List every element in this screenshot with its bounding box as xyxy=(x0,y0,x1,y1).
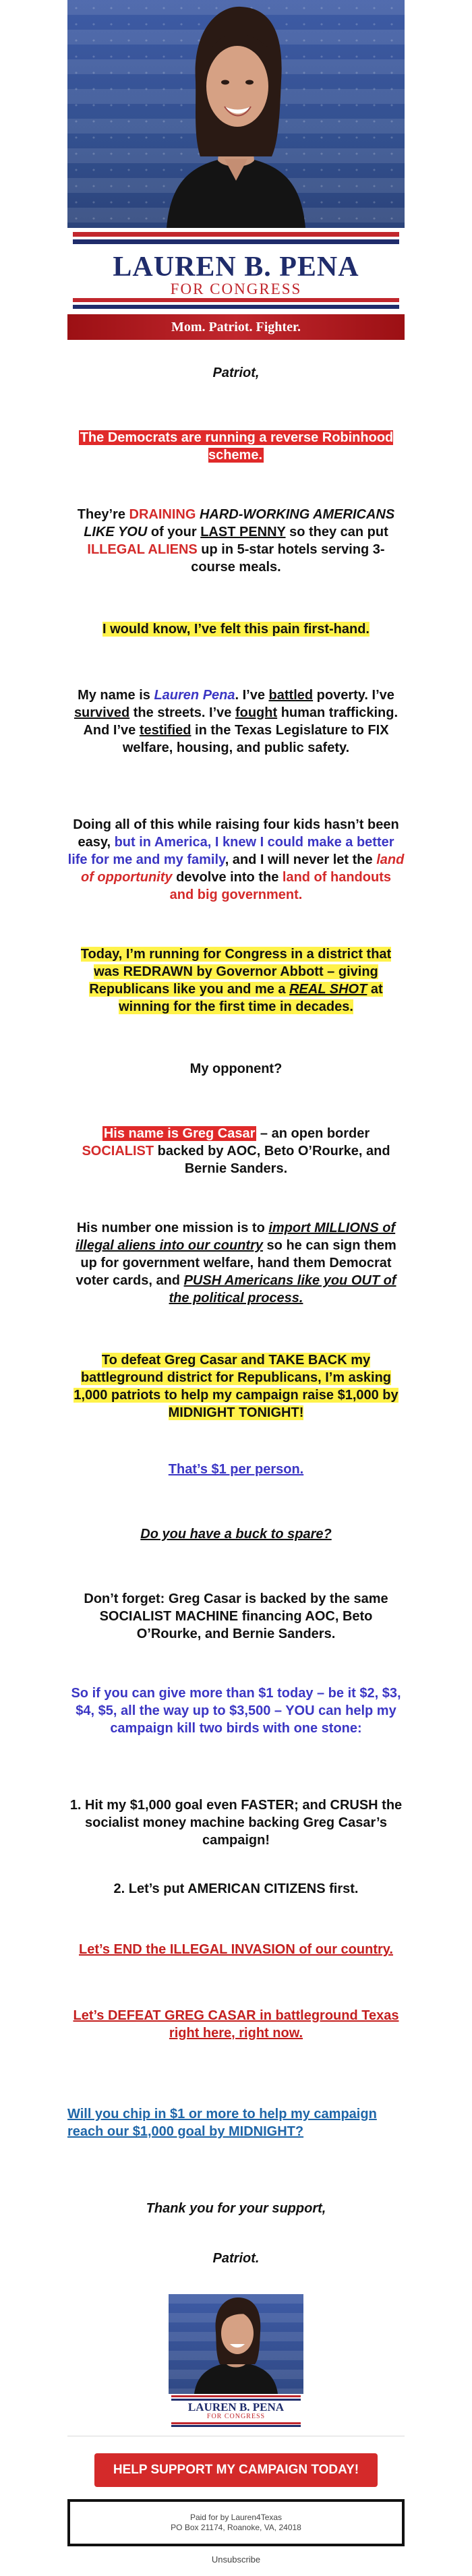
paid-for-line: Paid for by Lauren4Texas xyxy=(189,2513,283,2522)
link-end-invasion[interactable] xyxy=(67,1941,405,1958)
link-defeat-casar[interactable] xyxy=(67,2007,405,2042)
campaign-logo xyxy=(169,2294,303,2428)
text-fragment: 2. Let’s put AMERICAN CITIZENS first. xyxy=(113,1881,359,1896)
paragraph-sign-off xyxy=(67,2250,405,2267)
text-fragment: To defeat Greg Casar and TAKE BACK my battleground district for Republicans, I’m asking 1,000 patriots to help my campaign raise $1,000 by MIDNIGHT TONIGHT! xyxy=(73,1353,399,1420)
paragraph-give-more xyxy=(67,1685,405,1737)
text-fragment: REAL SHOT xyxy=(289,982,367,997)
text-fragment: My name is xyxy=(78,688,154,703)
paragraph-redrawn xyxy=(67,945,405,1016)
name-plate xyxy=(67,228,405,314)
text-fragment: . I’ve xyxy=(235,688,269,703)
text-fragment: import MILLIONS of illegal aliens into our country xyxy=(76,1221,396,1253)
logo-subtitle: FOR CONGRESS xyxy=(206,2413,266,2420)
email-container xyxy=(67,0,405,2565)
text-fragment: Do you have a buck to spare? xyxy=(140,1527,332,1542)
stripe-navy xyxy=(73,239,399,244)
text-fragment: so they can put xyxy=(285,525,388,539)
text-fragment[interactable]: That’s $1 per person. xyxy=(168,1462,304,1477)
logo-name: LAUREN B. PENA xyxy=(187,2401,285,2413)
paragraph-my-name xyxy=(67,686,405,757)
link-one-dollar[interactable] xyxy=(67,1461,405,1478)
text-fragment: at winning for the first time in decades. xyxy=(119,982,383,1014)
greeting xyxy=(67,364,405,382)
logo-name-plate xyxy=(169,2394,303,2428)
text-fragment: DRAINING xyxy=(129,507,196,522)
text-fragment: Today, I’m running for Congress in a district that was REDRAWN by Governor Abbott – giving Republicans like you and me a xyxy=(80,947,392,997)
text-fragment: – an open border xyxy=(256,1126,370,1141)
text-fragment: His name is Greg Casar xyxy=(103,1126,256,1141)
text-fragment: Lauren Pena xyxy=(154,688,235,703)
hero-photo xyxy=(67,0,405,228)
text-fragment: of your xyxy=(147,525,201,539)
text-fragment: Thank you for your support, xyxy=(146,2201,326,2216)
text-fragment: backed by AOC, Beto O’Rourke, and Bernie Sanders. xyxy=(154,1144,390,1176)
text-fragment: but in America, I knew I could make a better life for me and my family xyxy=(67,835,394,867)
paragraph-greg-casar xyxy=(67,1125,405,1177)
paragraph-opponent xyxy=(67,1060,405,1078)
paragraph-four-kids xyxy=(67,816,405,904)
link-chip-in[interactable] xyxy=(67,2105,405,2140)
stripe-red xyxy=(73,232,399,237)
text-fragment: So if you can give more than $1 today – be it $2, $3, $4, $5, all the way up to $3,500 – YOU can help my campaign kill two birds with one stone: xyxy=(71,1686,401,1736)
text-fragment: My opponent? xyxy=(189,1061,283,1076)
text-fragment: Don’t forget: Greg Casar is backed by the same SOCIALIST MACHINE financing AOC, Beto O’Rourke, and Bernie Sanders. xyxy=(84,1591,388,1641)
text-fragment[interactable]: Let’s END the ILLEGAL INVASION of our country. xyxy=(79,1942,393,1957)
text-fragment: They’re xyxy=(77,507,129,522)
text-fragment: I would know, I’ve felt this pain first-hand. xyxy=(102,622,370,637)
text-fragment: land of opportunity xyxy=(81,852,405,885)
text-fragment: 1. Hit my $1,000 goal even FASTER; and CRUSH the socialist money machine backing Greg Casar’s campaign! xyxy=(69,1798,403,1848)
text-fragment: poverty. I’ve xyxy=(313,688,394,703)
text-fragment xyxy=(81,947,391,1014)
paragraph-robinhood xyxy=(67,429,405,464)
text-fragment: land of handouts and big government. xyxy=(169,870,391,902)
paragraph-socialist-machine xyxy=(67,1590,405,1643)
text-fragment: The Democrats are running a reverse Robinhood scheme. xyxy=(80,430,394,463)
support-campaign-button[interactable]: HELP SUPPORT MY CAMPAIGN TODAY! xyxy=(94,2453,378,2487)
text-fragment: devolve into the xyxy=(172,870,283,885)
text-fragment: LAST PENNY xyxy=(200,525,286,539)
text-fragment: survived xyxy=(73,705,130,720)
paid-for-disclaimer xyxy=(67,2499,405,2546)
text-fragment: so he can sign them up for government welfare, hand them Democrat voter cards, and xyxy=(76,1238,396,1288)
paragraph-buck xyxy=(67,1525,405,1543)
paragraph-thank-you xyxy=(67,2200,405,2217)
paragraph-defeat-ask xyxy=(67,1351,405,1422)
text-fragment: His number one mission is to xyxy=(76,1221,269,1235)
stripe-navy xyxy=(73,305,399,309)
text-fragment[interactable]: Will you chip in $1 or more to help my campaign reach our $1,000 goal by MIDNIGHT? xyxy=(67,2107,377,2139)
text-fragment: PUSH Americans like you OUT of the political process. xyxy=(169,1273,396,1306)
text-fragment: SOCIALIST xyxy=(82,1144,154,1159)
text-fragment: Doing all of this while raising four kids hasn’t been easy, xyxy=(73,817,399,850)
text-fragment: the streets. I’ve xyxy=(129,705,235,720)
text-fragment: testified xyxy=(139,723,191,738)
stripe-red xyxy=(73,298,399,302)
text-fragment: in the Texas Legislature to FIX welfare, housing, and public safety. xyxy=(122,723,389,755)
paid-for-address: PO Box 21174, Roanoke, VA, 24018 xyxy=(171,2523,301,2532)
text-fragment: Patriot, xyxy=(212,365,260,380)
paragraph-first-hand xyxy=(67,620,405,638)
text-fragment[interactable]: Let’s DEFEAT GREG CASAR in battleground Texas right here, right now. xyxy=(73,2008,399,2041)
paragraph-mission xyxy=(67,1219,405,1307)
unsubscribe-link[interactable]: Unsubscribe xyxy=(211,2554,261,2565)
candidate-portrait xyxy=(140,0,332,228)
text-fragment: battled xyxy=(268,688,314,703)
text-fragment: ILLEGAL ALIENS xyxy=(87,542,198,557)
text-fragment: , and I will never let the xyxy=(225,852,377,867)
text-fragment: Patriot. xyxy=(212,2251,260,2266)
candidate-name: LAUREN B. PENA xyxy=(113,252,359,283)
paragraph-draining xyxy=(67,506,405,576)
logo-portrait xyxy=(169,2294,303,2394)
text-fragment: HARD-WORKING AMERICANS LIKE YOU xyxy=(84,507,395,539)
paragraph-goal-one xyxy=(67,1796,405,1849)
text-fragment: human trafficking. And I’ve xyxy=(83,705,399,738)
text-fragment: up in 5-star hotels serving 3-course meals. xyxy=(191,542,385,575)
tagline-banner: Mom. Patriot. Fighter. xyxy=(67,314,405,340)
text-fragment: fought xyxy=(235,705,278,720)
candidate-subtitle: FOR CONGRESS xyxy=(170,281,302,297)
paragraph-goal-two xyxy=(67,1880,405,1898)
